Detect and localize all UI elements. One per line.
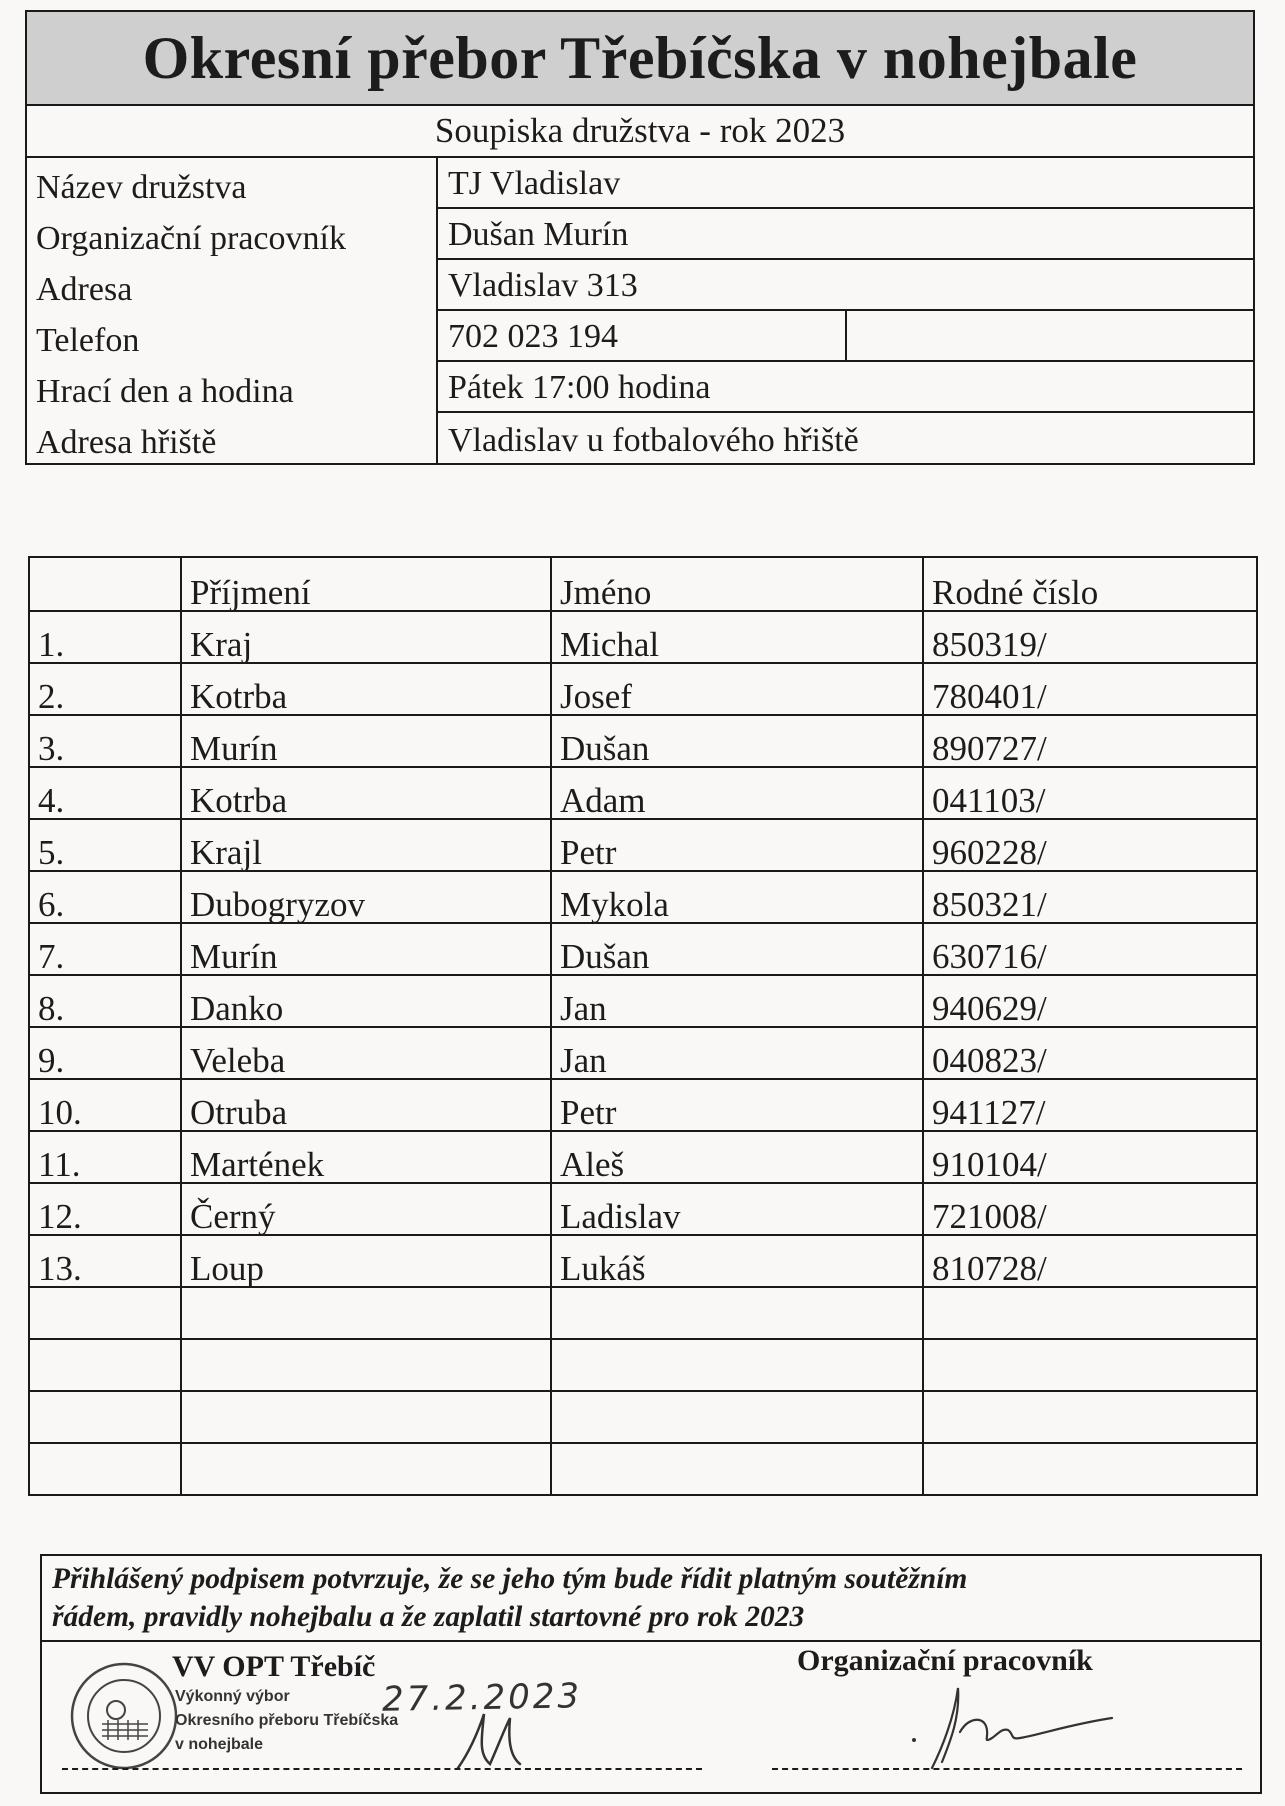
info-row-court-address (27, 413, 1253, 464)
table-row (29, 819, 1257, 871)
info-value-split (438, 311, 1253, 362)
info-label: Organizační pracovník (27, 209, 438, 260)
table-row (29, 1027, 1257, 1079)
table-row (29, 1079, 1257, 1131)
birth-number-cell: 890727/ (923, 715, 1257, 767)
surname-cell: Kotrba (181, 663, 551, 715)
firstname-cell: Josef (551, 663, 923, 715)
row-number: 7. (29, 923, 181, 975)
surname-cell: Loup (181, 1235, 551, 1287)
document-title: Okresní přebor Třebíčska v nohejbale (27, 12, 1253, 106)
info-value: Vladislav u fotbalového hřiště (448, 422, 859, 459)
stamp-text: Výkonný výbor (175, 1688, 290, 1705)
empty-table-row (29, 1391, 1257, 1443)
firstname-cell: Jan (551, 975, 923, 1027)
empty-cell (551, 1339, 923, 1391)
info-value: 702 023 194 (438, 311, 847, 360)
empty-cell (29, 1443, 181, 1495)
empty-cell (181, 1391, 551, 1443)
empty-cell (923, 1443, 1257, 1495)
row-number: 1. (29, 611, 181, 663)
table-row (29, 871, 1257, 923)
info-row-organizer (27, 209, 1253, 260)
info-row-address (27, 260, 1253, 311)
firstname-cell: Dušan (551, 923, 923, 975)
empty-cell (29, 1339, 181, 1391)
row-number: 2. (29, 663, 181, 715)
info-label: Adresa (27, 260, 438, 311)
table-row (29, 1131, 1257, 1183)
row-number: 3. (29, 715, 181, 767)
info-row-team-name (27, 158, 1253, 209)
empty-cell (551, 1391, 923, 1443)
stamp-text: v nohejbale (175, 1736, 264, 1753)
surname-cell: Kotrba (181, 767, 551, 819)
info-row-play-time (27, 362, 1253, 413)
firstname-cell: Petr (551, 819, 923, 871)
declaration-text (42, 1556, 1260, 1642)
firstname-cell: Aleš (551, 1131, 923, 1183)
birth-number-cell: 940629/ (923, 975, 1257, 1027)
row-number: 11. (29, 1131, 181, 1183)
birth-number-cell: 780401/ (923, 663, 1257, 715)
table-row (29, 923, 1257, 975)
table-row (29, 1235, 1257, 1287)
row-number: 10. (29, 1079, 181, 1131)
firstname-cell: Ladislav (551, 1183, 923, 1235)
surname-cell: Veleba (181, 1027, 551, 1079)
surname-cell: Martének (181, 1131, 551, 1183)
firstname-cell: Dušan (551, 715, 923, 767)
birth-number-cell: 960228/ (923, 819, 1257, 871)
row-number: 5. (29, 819, 181, 871)
empty-cell (29, 1287, 181, 1339)
birth-number-cell: 810728/ (923, 1235, 1257, 1287)
surname-cell: Kraj (181, 611, 551, 663)
surname-cell: Murín (181, 923, 551, 975)
committee-title: VV OPT Třebíč (172, 1650, 376, 1683)
birth-number-cell: 941127/ (923, 1079, 1257, 1131)
empty-table-row (29, 1339, 1257, 1391)
firstname-cell: Lukáš (551, 1235, 923, 1287)
empty-cell (923, 1391, 1257, 1443)
birth-number-cell: 910104/ (923, 1131, 1257, 1183)
empty-cell (181, 1287, 551, 1339)
roster-table-wrap (28, 556, 1258, 1488)
signature-line-committee (62, 1768, 702, 1770)
empty-table-row (29, 1287, 1257, 1339)
stamp-text: Okresního přeboru Třebíčska (175, 1712, 399, 1729)
organizer-title: Organizační pracovník (797, 1644, 1093, 1677)
empty-cell (181, 1339, 551, 1391)
empty-cell (923, 1339, 1257, 1391)
declaration-block (40, 1554, 1262, 1794)
empty-cell (181, 1443, 551, 1495)
declaration-line: řádem, pravidly nohejbalu a že zaplatil startovné pro rok 2023 (52, 1601, 805, 1633)
info-label: Telefon (27, 311, 438, 362)
empty-cell (29, 1391, 181, 1443)
team-info-block (25, 10, 1255, 465)
info-value: Vladislav 313 (438, 260, 1253, 311)
info-label: Hrací den a hodina (27, 362, 438, 413)
birth-number-cell: 040823/ (923, 1027, 1257, 1079)
signature-line-organizer (772, 1768, 1242, 1770)
surname-cell: Krajl (181, 819, 551, 871)
table-row (29, 1183, 1257, 1235)
declaration-line: Přihlášený podpisem potvrzuje, že se jeho tým bude řídit platným soutěžním (52, 1563, 968, 1595)
empty-table-row (29, 1443, 1257, 1495)
birth-number-cell: 850319/ (923, 611, 1257, 663)
row-number: 6. (29, 871, 181, 923)
column-header-firstname: Jméno (551, 557, 923, 611)
empty-cell (551, 1287, 923, 1339)
table-row (29, 611, 1257, 663)
firstname-cell: Jan (551, 1027, 923, 1079)
info-label: Adresa hřiště (27, 413, 438, 464)
column-header-surname: Příjmení (181, 557, 551, 611)
table-row (29, 767, 1257, 819)
info-value: Dušan Murín (438, 209, 1253, 260)
signature-organizer-icon (902, 1678, 1162, 1774)
row-number: 13. (29, 1235, 181, 1287)
surname-cell: Dubogryzov (181, 871, 551, 923)
roster-table (28, 556, 1258, 1496)
table-row (29, 975, 1257, 1027)
handwritten-date: 27.2.2023 (381, 1676, 583, 1720)
info-label: Název družstva (27, 158, 438, 209)
firstname-cell: Michal (551, 611, 923, 663)
roster-header-row (29, 557, 1257, 611)
firstname-cell: Petr (551, 1079, 923, 1131)
info-row-phone (27, 311, 1253, 362)
surname-cell: Murín (181, 715, 551, 767)
stamp-icon (68, 1660, 180, 1772)
row-number: 8. (29, 975, 181, 1027)
empty-cell (551, 1443, 923, 1495)
table-row (29, 715, 1257, 767)
column-header-number (29, 557, 181, 611)
column-header-birth-number: Rodné číslo (923, 557, 1257, 611)
signature-committee-icon (450, 1706, 560, 1776)
firstname-cell: Mykola (551, 871, 923, 923)
document-subtitle: Soupiska družstva - rok 2023 (27, 106, 1253, 158)
birth-number-cell: 041103/ (923, 767, 1257, 819)
birth-number-cell: 630716/ (923, 923, 1257, 975)
row-number: 12. (29, 1183, 181, 1235)
birth-number-cell: 850321/ (923, 871, 1257, 923)
table-row (29, 663, 1257, 715)
empty-cell (923, 1287, 1257, 1339)
birth-number-cell: 721008/ (923, 1183, 1257, 1235)
surname-cell: Danko (181, 975, 551, 1027)
row-number: 4. (29, 767, 181, 819)
info-value: Pátek 17:00 hodina (438, 362, 1253, 413)
surname-cell: Otruba (181, 1079, 551, 1131)
surname-cell: Černý (181, 1183, 551, 1235)
row-number: 9. (29, 1027, 181, 1079)
info-value: TJ Vladislav (438, 158, 1253, 209)
firstname-cell: Adam (551, 767, 923, 819)
